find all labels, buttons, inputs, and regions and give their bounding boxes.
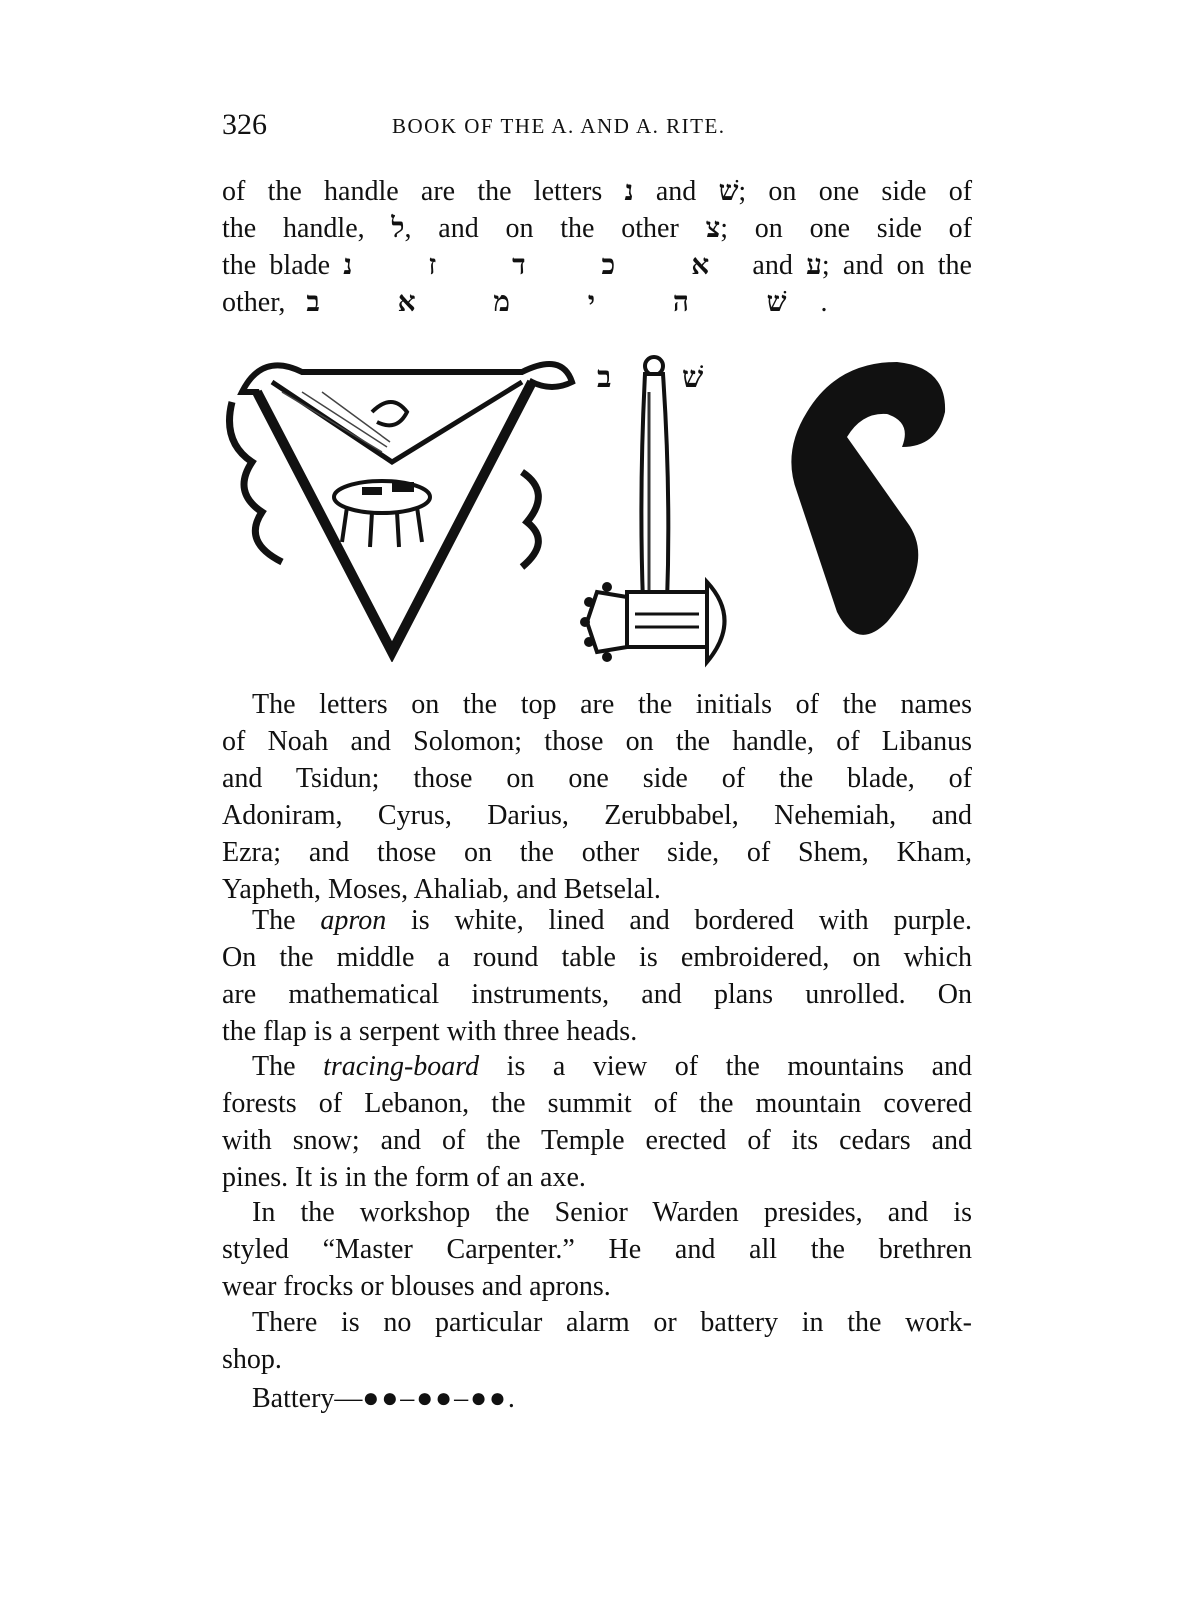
- hammer-letter-right: שׁ: [682, 360, 704, 395]
- hammer-letter-left: ב: [597, 360, 612, 395]
- text-line: The letters on the top are the initials of the names: [252, 689, 972, 720]
- text-run: of the handle are the letters: [222, 176, 603, 207]
- text-line: [222, 1380, 972, 1417]
- paragraph-workshop: [222, 1194, 972, 1305]
- text-line: shop.: [222, 1344, 282, 1375]
- text-run: the handle,: [222, 213, 365, 244]
- text-line: Adoniram, Cyrus, Darius, Zerubbabel, Nehemiah, and: [222, 800, 972, 831]
- hebrew-letters: שׁ ה י מ א ב: [306, 285, 821, 318]
- figures-row: [222, 352, 982, 682]
- italic-term: apron: [320, 905, 387, 936]
- text-run: ; and on the: [821, 250, 972, 281]
- paragraph-apron: [222, 902, 972, 1050]
- text-line: [222, 902, 972, 939]
- running-head: BOOK OF THE A. AND A. RITE.: [392, 114, 726, 138]
- text-line: wear frocks or blouses and aprons.: [222, 1271, 611, 1302]
- text-line: pines. It is in the form of an axe.: [222, 1162, 586, 1193]
- page-header: [222, 108, 812, 148]
- text-run: ; on one side of: [720, 213, 972, 244]
- hebrew-letters: א כ ד ז נ: [343, 248, 740, 281]
- text-run: and: [752, 250, 793, 281]
- text-run: The: [252, 1051, 296, 1082]
- text-line: In the workshop the Senior Warden presides, and is: [252, 1197, 972, 1228]
- text-line: styled “Master Carpenter.” He and all the brethren: [222, 1234, 972, 1265]
- text-run: The: [252, 905, 296, 936]
- text-line: of Noah and Solomon; those on the handle, of Libanus: [222, 726, 972, 757]
- intro-line-3: [222, 246, 972, 283]
- text-line: [222, 1048, 972, 1085]
- hebrew-letter: ע: [806, 248, 822, 281]
- hebrew-letter: שׁ: [718, 174, 739, 207]
- paragraph-tracing-board: [222, 1048, 972, 1196]
- battery-dots: ●●–●●–●●.: [362, 1383, 517, 1414]
- intro-paragraph: [222, 172, 972, 320]
- text-line: forests of Lebanon, the summit of the mountain covered: [222, 1088, 972, 1119]
- text-line: Yapheth, Moses, Ahaliab, and Betselal.: [222, 874, 661, 905]
- hebrew-letter-illustration: [777, 352, 957, 652]
- italic-term: tracing-board: [323, 1051, 480, 1082]
- text-line: the flap is a serpent with three heads.: [222, 1016, 638, 1047]
- battery-line: [222, 1380, 972, 1417]
- text-line: are mathematical instruments, and plans unrolled. On: [222, 979, 972, 1010]
- text-run: other,: [222, 287, 286, 318]
- text-run: .: [820, 287, 828, 318]
- text-run: and: [655, 176, 697, 207]
- paragraph-initials: [222, 686, 972, 908]
- hebrew-letter: ל: [391, 211, 405, 244]
- text-run: ; on one side of: [738, 176, 973, 207]
- intro-line-2: [222, 209, 972, 246]
- paragraph-alarm: [222, 1304, 972, 1378]
- text-line: Ezra; and those on the other side, of Shem, Kham,: [222, 837, 972, 868]
- axe-illustration: [567, 352, 747, 672]
- battery-label: Battery—: [252, 1383, 363, 1414]
- text-run: is a view of the mountains and: [506, 1051, 972, 1082]
- text-line: On the middle a round table is embroidered, on which: [222, 942, 972, 973]
- hebrew-letter: צ: [705, 211, 721, 244]
- text-run: the blade: [222, 250, 331, 281]
- page-number: 326: [222, 108, 267, 141]
- apron-illustration: [222, 352, 582, 662]
- text-run: is white, lined and bordered with purple.: [411, 905, 972, 936]
- intro-line-1: [222, 172, 972, 209]
- text-line: There is no particular alarm or battery in the work-: [252, 1307, 972, 1338]
- text-run: , and on the other: [404, 213, 679, 244]
- intro-line-4: [222, 283, 972, 320]
- text-line: and Tsidun; those on one side of the blade, of: [222, 763, 972, 794]
- hebrew-letter: נ: [624, 174, 634, 207]
- text-line: with snow; and of the Temple erected of its cedars and: [222, 1125, 972, 1156]
